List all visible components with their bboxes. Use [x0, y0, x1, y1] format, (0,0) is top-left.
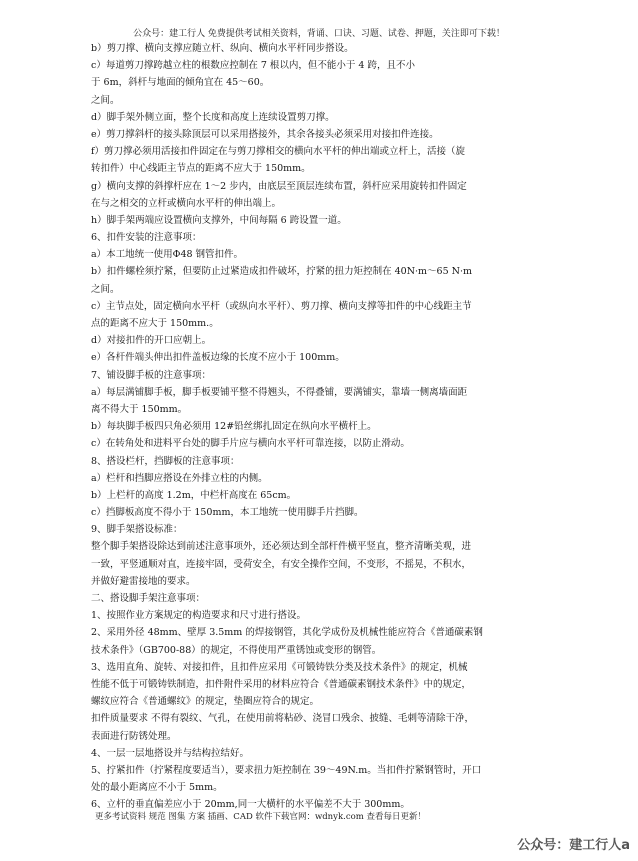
text-line: 5、拧紧扣件（拧紧程度要适当），要求扭力矩控制在 39～49N.m。当扣件拧紧钢管时，开口 — [91, 764, 482, 776]
text-line: b）剪刀撑、横向支撑应随立杆、纵向、横向水平杆同步搭设。 — [91, 43, 354, 54]
text-line: e）剪刀撑斜杆的接头除顶层可以采用搭接外，其余各接头必须采用对接扣件连接。 — [91, 128, 439, 140]
text-line: 转扣件）中心线距主节点的距离不应大于 150mm。 — [91, 163, 311, 175]
text-line: e）各杆件端头伸出扣件盖板边缘的长度不应小于 100mm。 — [91, 352, 345, 364]
text-line: 整个脚手架搭设除达到前述注意事项外，还必须达到全部杆件横平竖直，整齐清晰美观，进 — [91, 541, 472, 553]
text-line: b）每块脚手板四只角必须用 12#铅丝绑扎固定在纵向水平横杆上。 — [91, 421, 377, 433]
page-header: 公众号：建工行人 免费提供考试相关资料，背诵、口诀、习题、试卷、押题，关注即可下载！ — [133, 29, 505, 39]
text-line: 点的距离不应大于 150mm.。 — [91, 318, 219, 329]
text-line: b）扣件螺栓须拧紧，但要防止过紧造成扣件破坏，拧紧的扭力矩控制在 40N·m～65 N·m — [91, 266, 472, 278]
text-line: 离不得大于 150mm。 — [91, 403, 188, 415]
text-line: 处的最小距离应不小于 5mm。 — [91, 782, 223, 794]
text-line: 在与之相交的立杆或横向水平杆的伸出端上。 — [91, 197, 282, 209]
text-line: 之间。 — [91, 94, 120, 106]
text-line: g）横向支撑的斜撑杆应在 1～2 步内，由底层至顶层连续布置，斜杆应采用旋转扣件固定 — [91, 180, 467, 192]
text-line: 之间。 — [91, 283, 120, 295]
text-line: c）每道剪刀撑跨越立柱的根数应控制在 7 根以内，但不能小于 4 跨，且不小 — [91, 60, 415, 72]
text-line: 性能不低于可锻铸铁制造，扣件附件采用的材料应符合《普通碳素钢技术条件》中的规定， — [91, 678, 472, 690]
text-line: 4、一层一层地搭设并与结构拉结好。 — [91, 747, 250, 759]
text-line: 6、立杆的垂直偏差应小于 20mm,同一大横杆的水平偏差不大于 300mm。 — [91, 799, 410, 811]
text-line: 一致，平竖通顺对直，连接牢固，受荷安全，有安全操作空间，不变形，不摇晃，不积水， — [91, 558, 472, 570]
text-line: 8、搭设栏杆，挡脚板的注意事项： — [91, 455, 240, 467]
page-footer: 更多考试资料 规范 图集 方案 插画、CAD 软件下载官网：wdnyk.com 查看每日更新！ — [95, 812, 426, 822]
text-line: b）上栏杆的高度 1.2m，中栏杆高度在 65cm。 — [91, 489, 297, 501]
watermark: 公众号：建工行人a — [517, 838, 630, 853]
text-line: 于 6m，斜杆与地面的倾角宜在 45～60。 — [91, 77, 270, 89]
text-line: h）脚手架两端应设置横向支撑外，中间每隔 6 跨设置一道。 — [91, 214, 347, 226]
text-line: c）在转角处和进料平台处的脚手片应与横向水平杆可靠连接，以防止滑动。 — [91, 438, 410, 450]
text-line: 螺纹应符合《普通螺纹》的规定，垫圈应符合的规定。 — [91, 696, 320, 708]
text-line: 技术条件》（GB700-88）的规定，不得使用严重锈蚀或变形的钢管。 — [91, 644, 382, 656]
text-line: 扣件质量要求 不得有裂纹、气孔，在使用前将粘砂、浇冒口残余、披缝、毛刺等清除干净， — [91, 713, 475, 725]
text-line: 并做好避雷接地的要求。 — [91, 575, 196, 587]
text-line: a）栏杆和挡脚应搭设在外排立柱的内侧。 — [91, 472, 268, 484]
text-line: a）每层满铺脚手板，脚手板要铺平整不得翘头，不得叠铺，要满铺实，靠墙一侧离墙面距 — [91, 386, 468, 398]
text-line: 表面进行防锈处理。 — [91, 730, 177, 742]
text-line: f）剪刀撑必须用活接扣件固定在与剪刀撑相交的横向水平杆的伸出端或立杆上，活接（旋 — [91, 146, 466, 158]
text-line: 9、脚手架搭设标准： — [91, 524, 183, 536]
text-line: 7、铺设脚手板的注意事项： — [91, 369, 212, 381]
text-line: 1、按照作业方案规定的构造要求和尺寸进行搭设。 — [91, 610, 307, 622]
text-line: 二、搭设脚手架注意事项： — [91, 593, 206, 604]
text-line: d）对接扣件的开口应朝上。 — [91, 335, 212, 347]
text-line: c）主节点处，固定横向水平杆（或纵向水平杆）、剪刀撑、横向支撑等扣件的中心线距主节 — [91, 300, 472, 312]
text-line: 2、采用外径 48mm、壁厚 3.5mm 的焊接钢管，其化学成份及机械性能应符合《普通碳素钢 — [91, 627, 483, 639]
text-line: 6、扣件安装的注意事项： — [91, 232, 202, 244]
text-line: 3、选用直角、旋转、对接扣件，且扣件应采用《可锻铸铁分类及技术条件》的规定，机械 — [91, 661, 468, 673]
text-line: a）本工地统一使用Φ48 钢管扣件。 — [91, 249, 244, 261]
text-line: d）脚手架外侧立面，整个长度和高度上连续设置剪刀撑。 — [91, 111, 335, 123]
document-body — [91, 40, 569, 813]
text-line: c）挡脚板高度不得小于 150mm，本工地统一使用脚手片挡脚。 — [91, 507, 364, 519]
